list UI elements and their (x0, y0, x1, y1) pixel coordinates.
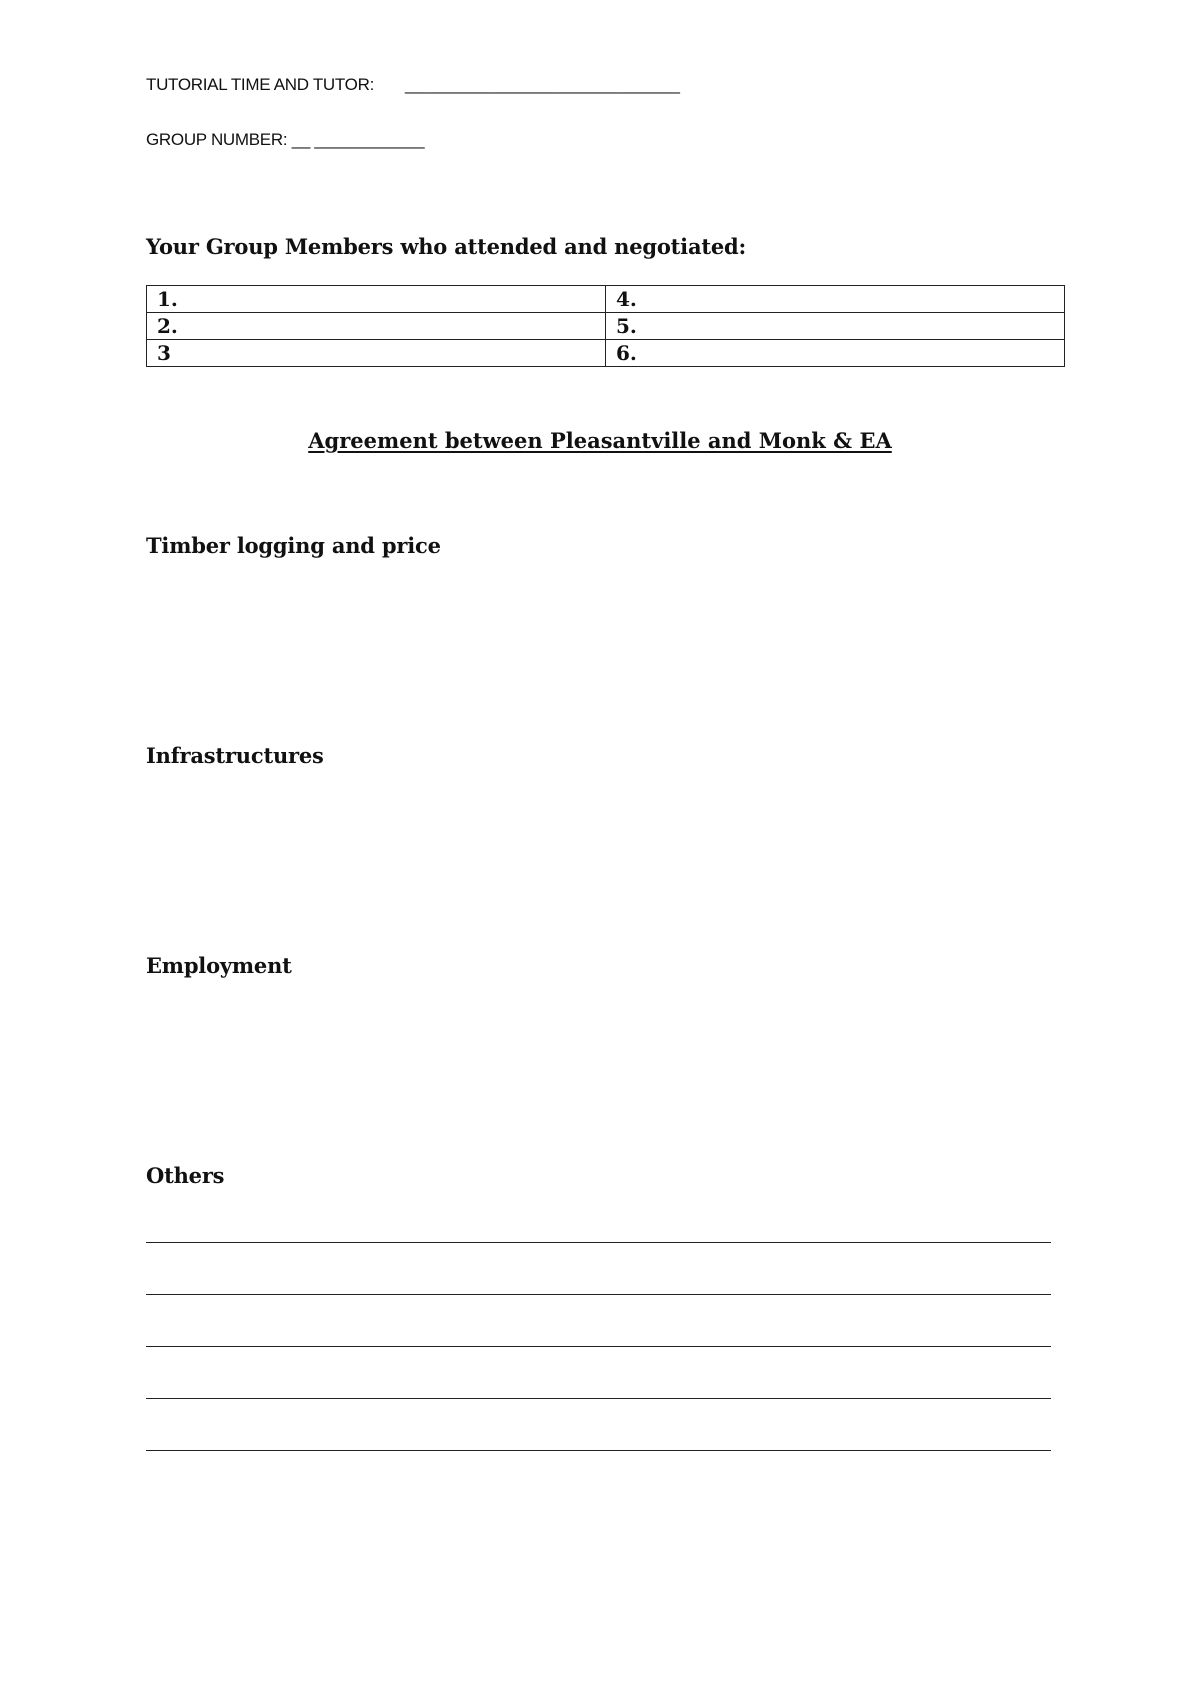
member-cell-6[interactable]: 6. (606, 340, 1065, 367)
section-heading-timber: Timber logging and price (146, 533, 441, 558)
agreement-title: Agreement between Pleasantville and Monk & EA (308, 428, 892, 453)
member-cell-1[interactable]: 1. (147, 286, 606, 313)
writing-line[interactable] (146, 1242, 1051, 1243)
section-heading-infrastructures: Infrastructures (146, 743, 324, 768)
member-cell-4[interactable]: 4. (606, 286, 1065, 313)
member-cell-2[interactable]: 2. (147, 313, 606, 340)
section-heading-others: Others (146, 1163, 225, 1188)
member-cell-3[interactable]: 3 (147, 340, 606, 367)
table-row (147, 340, 1065, 367)
tutorial-blank[interactable]: ______________________________ (404, 75, 680, 94)
group-number-blank[interactable]: __ ____________ (291, 130, 425, 149)
table-row (147, 286, 1065, 313)
group-members-table (146, 285, 1065, 367)
group-members-heading: Your Group Members who attended and negotiated: (146, 234, 747, 259)
writing-line[interactable] (146, 1294, 1051, 1295)
group-number-line (146, 130, 424, 150)
group-number-label: GROUP NUMBER: (146, 130, 288, 149)
writing-line[interactable] (146, 1346, 1051, 1347)
tutorial-label: TUTORIAL TIME AND TUTOR: (146, 75, 375, 94)
writing-line[interactable] (146, 1398, 1051, 1399)
writing-line[interactable] (146, 1450, 1051, 1451)
tutorial-time-and-tutor-line (146, 75, 680, 95)
section-heading-employment: Employment (146, 953, 292, 978)
table-row (147, 313, 1065, 340)
member-cell-5[interactable]: 5. (606, 313, 1065, 340)
